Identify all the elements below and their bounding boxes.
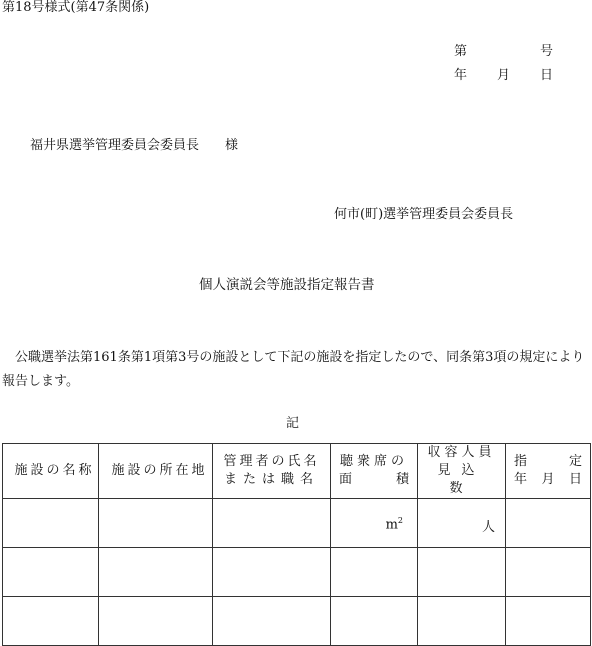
- ki-heading: 記: [286, 416, 300, 431]
- table-cell: [506, 499, 591, 548]
- table-header-row: [3, 444, 591, 499]
- sender: 何市(町)選挙管理委員会委員長: [334, 207, 514, 222]
- table-cell: [99, 548, 213, 597]
- people-unit-cell: [418, 499, 506, 548]
- addressee: 福井県選挙管理委員会委員長 様: [30, 138, 239, 153]
- table-row: [3, 597, 591, 646]
- table-cell: [506, 548, 591, 597]
- table-cell: [99, 597, 213, 646]
- table-cell: [213, 499, 331, 548]
- date-month: 月: [497, 68, 511, 83]
- body-text: 公職選挙法第161条第1項第3号の施設として下記の施設を指定したので、同条第3項の規定により報告します。: [2, 350, 585, 389]
- date-year: 年: [454, 68, 468, 83]
- number-prefix: 第: [454, 44, 468, 59]
- header-designation-date: 指 定 年 月 日: [506, 444, 591, 499]
- table-cell: [331, 597, 418, 646]
- form-label: 第18号様式(第47条関係): [2, 0, 150, 15]
- header-name: 施設の名称: [3, 444, 99, 499]
- table-cell: [418, 597, 506, 646]
- header-capacity: 収容人員 見込数: [418, 444, 506, 499]
- table-cell: [99, 499, 213, 548]
- table-row: [3, 548, 591, 597]
- table-cell: [213, 548, 331, 597]
- table-cell: [3, 597, 99, 646]
- table-cell: [331, 548, 418, 597]
- header-manager: 管理者の氏名 または職名: [213, 444, 331, 499]
- table-cell: [213, 597, 331, 646]
- header-location: 施設の所在地: [99, 444, 213, 499]
- table-row: [3, 499, 591, 548]
- area-unit: $m^2$: [385, 516, 403, 533]
- people-unit: 人: [481, 520, 495, 535]
- table-cell: [418, 548, 506, 597]
- header-seat-area: 聴衆席の 面 積: [331, 444, 418, 499]
- table-cell: [3, 499, 99, 548]
- number-suffix: 号: [540, 44, 554, 59]
- document-title: 個人演説会等施設指定報告書: [199, 277, 375, 293]
- area-unit-cell: [331, 499, 418, 548]
- table-cell: [506, 597, 591, 646]
- date-day: 日: [540, 68, 554, 83]
- table-cell: [3, 548, 99, 597]
- facility-table: [2, 443, 591, 646]
